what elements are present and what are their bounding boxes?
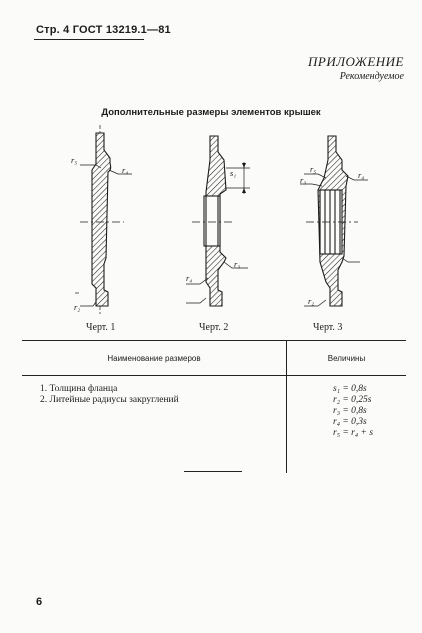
list-item: 1. Толщина фланца (40, 384, 118, 394)
figure-1-caption: Черт. 1 (86, 322, 116, 333)
value-item: r₅ = r₄ + s (333, 428, 374, 438)
figure-2-cover-drawing (186, 136, 250, 306)
fig2-label-r4: r₄ (186, 273, 193, 283)
fig3-label-r5: r₅ (310, 164, 317, 174)
value-item: r₂ = 0,25s (333, 395, 372, 405)
fig2-label-r3: r₃ (234, 259, 241, 269)
appendix-title: ПРИЛОЖЕНИЕ (308, 54, 404, 69)
value-item: r₃ = 0,8s (333, 406, 367, 416)
appendix-subtitle: Рекомендуемое (339, 71, 404, 82)
figure-3-cover-drawing (300, 136, 368, 306)
fig3-label-r3: r₃ (300, 175, 307, 185)
dimensions-table (22, 340, 406, 473)
page-header: Стр. 4 ГОСТ 13219.1—81 (36, 24, 171, 36)
table-row (22, 376, 406, 474)
section-title: Дополнительные размеры элементов крышек (101, 107, 321, 118)
value-item: r₄ = 0,3s (333, 417, 367, 427)
fig3-label-r4: r₄ (358, 170, 365, 180)
fig1-label-r2: r₂ (74, 302, 81, 312)
page-number: 6 (36, 596, 43, 608)
fig2-label-s1: s₁ (230, 168, 237, 178)
dimension-names-cell (22, 376, 287, 474)
value-item: s₁ = 0,8s (333, 384, 367, 394)
fig1-label-r4: r₄ (122, 165, 129, 175)
fig3-label-r2: r₂ (308, 296, 315, 306)
fig1-label-r5: r₅ (71, 155, 78, 165)
table-header-row (22, 341, 406, 376)
dimension-values-cell (287, 376, 407, 474)
figure-3-caption: Черт. 3 (313, 322, 343, 333)
column-header-values: Величины (287, 341, 407, 376)
column-header-dimension-name: Наименование размеров (22, 341, 287, 376)
footer-rule (184, 471, 242, 472)
figure-1-cover-drawing (75, 125, 132, 314)
figure-2-caption: Черт. 2 (199, 322, 229, 333)
list-item: 2. Литейные радиусы закруглений (40, 395, 179, 405)
